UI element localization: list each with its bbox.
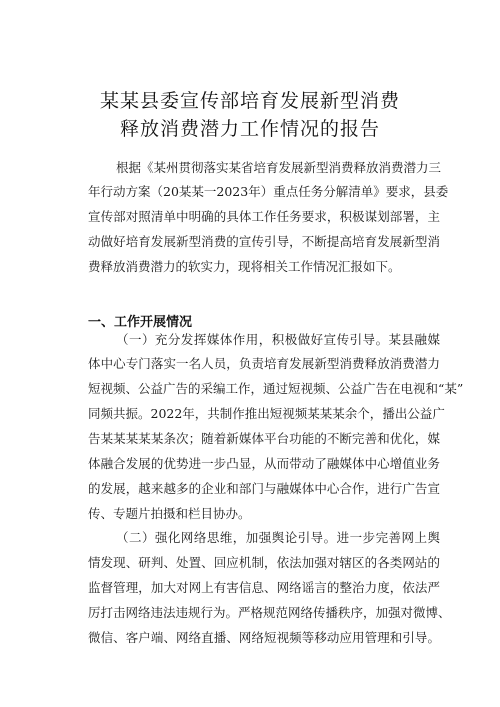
section-heading: 一、工作开展情况 xyxy=(88,315,193,330)
para2-line-2: 情发现、研判、处置、回应机制，依法加强对辖区的各类网站的 xyxy=(88,555,440,570)
para1-line-5: 告某某某某某条次；随着新媒体平台功能的不断完善和优化，媒 xyxy=(88,431,440,446)
para1-line-1: （一）充分发挥媒体作用，积极做好宣传引导。某县融媒 xyxy=(116,332,440,347)
para1-line-6: 体融合发展的优势进一步凸显，从而带动了融媒体中心增值业务 xyxy=(88,456,440,471)
document-title-line-1: 某某县委宣传部培育发展新型消费 xyxy=(99,90,400,112)
intro-line-1: 根据《某州贯彻落实某省培育发展新型消费释放消费潜力三 xyxy=(116,160,442,175)
para1-line-7: 的发展，越来越多的企业和部门与融媒体中心合作，进行广告宣 xyxy=(88,481,440,496)
para1-line-3: 短视频、公益广告的采编工作，通过短视频、公益广告在电视和“某” xyxy=(88,381,464,396)
para2-line-3: 监督管理，加大对网上有害信息、网络谣言的整治力度，依法严 xyxy=(88,580,440,595)
intro-line-2: 年行动方案（20某某一2023年）重点任务分解清单》要求，县委 xyxy=(88,184,449,199)
para2-line-4: 厉打击网络违法违规行为。严格规范网络传播秩序，加强对微博、 xyxy=(88,605,451,620)
document-title-line-2: 释放消费潜力工作情况的报告 xyxy=(119,118,380,140)
para1-line-4: 同频共振。2022年，共制作推出短视频某某某余个，播出公益广 xyxy=(88,406,445,421)
para2-line-5: 微信、客户端、网络直播、网络短视频等移动应用管理和引导。 xyxy=(88,630,440,645)
intro-line-3: 宣传部对照清单中明确的具体工作任务要求，积极谋划部署，主 xyxy=(88,209,440,224)
intro-line-5: 费释放消费潜力的软实力，现将相关工作情况汇报如下。 xyxy=(88,259,401,274)
para1-line-8: 传、专题片拍摄和栏目协办。 xyxy=(88,506,251,521)
para1-line-2: 体中心专门落实一名人员，负责培育发展新型消费释放消费潜力 xyxy=(88,356,440,371)
para2-line-1: （二）强化网络思维，加强舆论引导。进一步完善网上舆 xyxy=(116,530,440,545)
intro-line-4: 动做好培育发展新型消费的宣传引导，不断提高培育发展新型消 xyxy=(88,234,440,249)
